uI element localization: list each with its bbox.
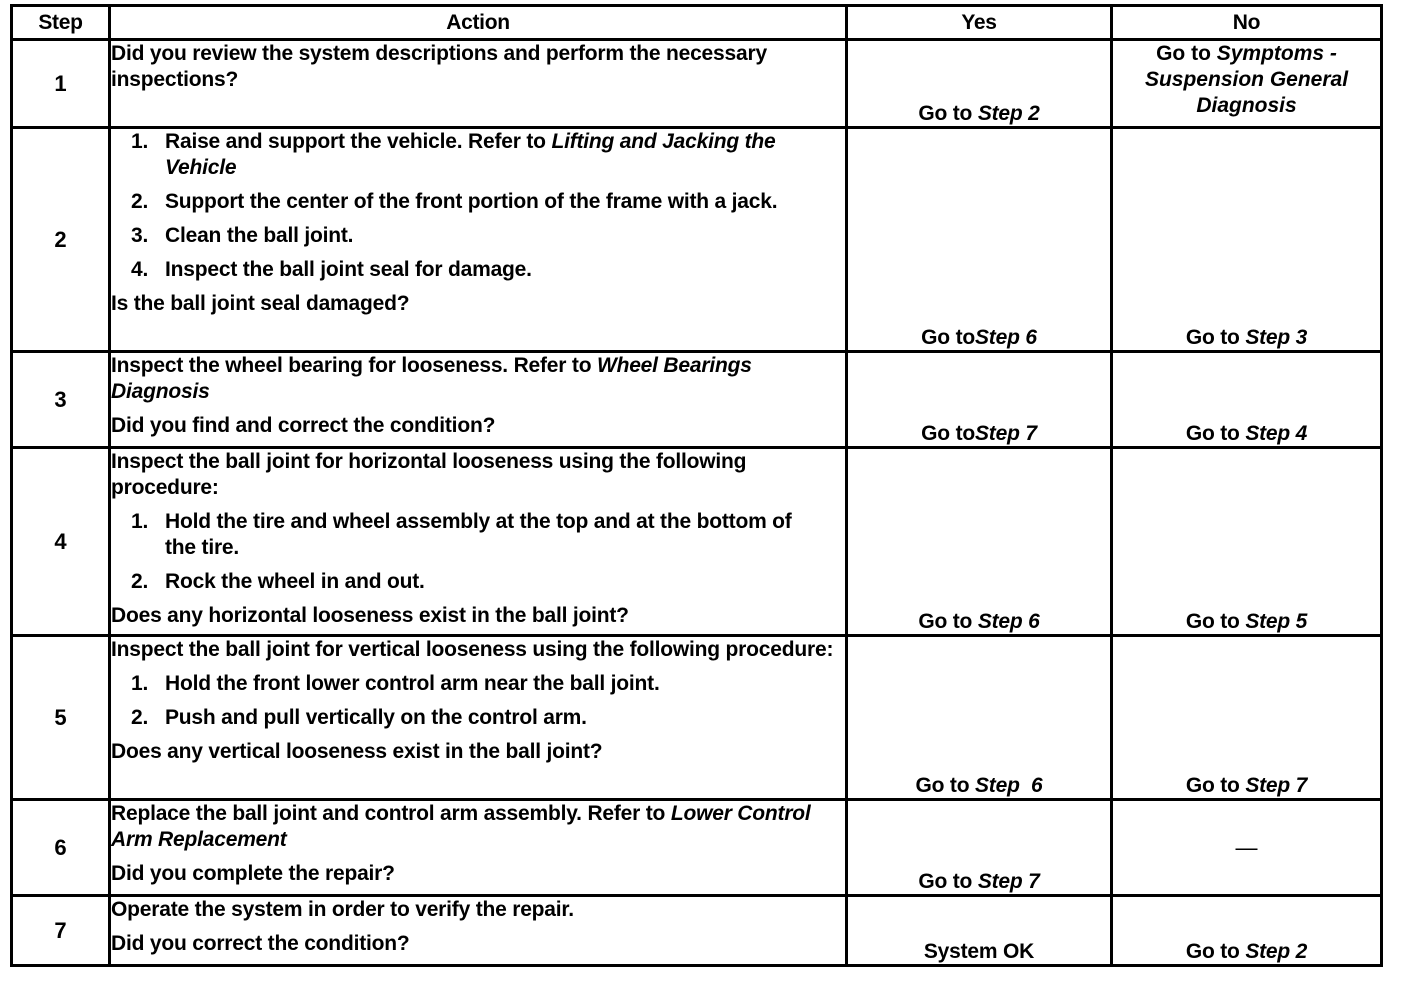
list-item	[111, 509, 845, 561]
yes-cell	[847, 896, 1112, 966]
step-number: 2	[12, 128, 110, 352]
action-cell	[110, 40, 847, 128]
no-step-link[interactable]: Step 7	[1245, 774, 1308, 797]
yes-step-link[interactable]: Step 2	[977, 102, 1040, 125]
procedure-list	[111, 671, 845, 731]
action-cell	[110, 448, 847, 636]
action-question: Does any vertical looseness exist in the ball joint?	[111, 740, 603, 763]
list-item	[111, 189, 845, 215]
item-text: Push and pull vertically on the control arm.	[165, 706, 587, 729]
no-cell	[1112, 448, 1382, 636]
yes-prefix: Go to	[918, 870, 978, 893]
table-row	[12, 448, 1382, 636]
item-text: Clean the ball joint.	[165, 224, 354, 247]
table-row	[12, 352, 1382, 448]
item-text: Hold the front lower control arm near the ball joint.	[165, 672, 660, 695]
step-number: 1	[12, 40, 110, 128]
procedure-list	[111, 509, 845, 595]
list-item	[111, 705, 845, 731]
yes-step-link[interactable]: Step 6	[974, 774, 1043, 797]
action-intro: Operate the system in order to verify the repair.	[111, 898, 574, 921]
no-prefix: Go to	[1156, 42, 1217, 65]
table-row	[12, 896, 1382, 966]
table-row	[12, 40, 1382, 128]
yes-cell	[847, 40, 1112, 128]
yes-cell	[847, 352, 1112, 448]
step-number: 5	[12, 636, 110, 800]
action-question: Did you correct the condition?	[111, 932, 410, 955]
no-cell	[1112, 352, 1382, 448]
yes-prefix: Go to	[921, 422, 975, 445]
yes-prefix: Go to	[918, 102, 978, 125]
yes-step-link[interactable]: Step 7	[977, 870, 1040, 893]
no-step-link[interactable]: Step 5	[1245, 610, 1308, 633]
header-step: Step	[12, 6, 110, 40]
item-text: Rock the wheel in and out.	[165, 570, 425, 593]
no-step-link[interactable]: Step 3	[1245, 326, 1308, 349]
action-cell	[110, 896, 847, 966]
table-row	[12, 800, 1382, 896]
list-item	[111, 257, 845, 283]
header-row	[12, 6, 1382, 40]
no-step-link[interactable]: Step 2	[1245, 940, 1308, 963]
action-intro	[111, 801, 845, 853]
table-row	[12, 128, 1382, 352]
intro-text: Inspect the wheel bearing for looseness. Refer to	[111, 354, 597, 377]
action-cell	[110, 128, 847, 352]
no-prefix: Go to	[1185, 774, 1246, 797]
no-cell	[1112, 40, 1382, 128]
item-number: 1.	[131, 672, 149, 695]
yes-result: System OK	[923, 940, 1035, 963]
item-number: 3.	[131, 224, 149, 247]
yes-prefix: Go to	[915, 774, 975, 797]
list-item	[111, 671, 845, 697]
procedure-list	[111, 129, 845, 283]
action-question: Did you find and correct the condition?	[111, 414, 496, 437]
item-number: 2.	[131, 706, 149, 729]
header-yes: Yes	[847, 6, 1112, 40]
no-prefix: Go to	[1185, 940, 1246, 963]
no-cell	[1112, 896, 1382, 966]
action-intro: Inspect the ball joint for horizontal looseness using the following procedure:	[111, 450, 747, 499]
diagnostic-table	[10, 4, 1383, 967]
no-prefix: Go to	[1185, 610, 1246, 633]
item-number: 2.	[131, 190, 149, 213]
item-text: Support the center of the front portion of the frame with a jack.	[165, 190, 778, 213]
action-intro: Inspect the ball joint for vertical looseness using the following procedure:	[111, 638, 834, 661]
yes-prefix: Go to	[921, 326, 975, 349]
yes-cell	[847, 800, 1112, 896]
item-number: 1.	[131, 510, 149, 533]
header-action: Action	[110, 6, 847, 40]
item-number: 4.	[131, 258, 149, 281]
item-number: 2.	[131, 570, 149, 593]
no-cell	[1112, 636, 1382, 800]
yes-cell	[847, 636, 1112, 800]
action-intro	[111, 353, 845, 405]
yes-cell	[847, 128, 1112, 352]
no-cell	[1112, 128, 1382, 352]
action-cell	[110, 636, 847, 800]
no-prefix: Go to	[1185, 422, 1246, 445]
no-step-link[interactable]: Symptoms - Suspension General Diagnosis	[1144, 42, 1349, 117]
action-cell	[110, 352, 847, 448]
yes-cell	[847, 448, 1112, 636]
yes-step-link[interactable]: Step 6	[975, 326, 1037, 349]
no-cell-dash: —	[1112, 800, 1382, 896]
no-step-link[interactable]: Step 4	[1245, 422, 1308, 445]
step-number: 4	[12, 448, 110, 636]
item-text: Raise and support the vehicle. Refer to	[165, 130, 552, 153]
yes-step-link[interactable]: Step 6	[977, 610, 1040, 633]
list-item	[111, 129, 845, 181]
step-number: 3	[12, 352, 110, 448]
action-question: Did you complete the repair?	[111, 862, 395, 885]
item-text: Inspect the ball joint seal for damage.	[165, 258, 532, 281]
action-question: Is the ball joint seal damaged?	[111, 292, 410, 315]
header-no: No	[1112, 6, 1382, 40]
yes-prefix: Go to	[918, 610, 978, 633]
action-question: Did you review the system descriptions and perform the necessary inspections?	[111, 42, 767, 91]
no-prefix: Go to	[1185, 326, 1246, 349]
action-question: Does any horizontal looseness exist in the ball joint?	[111, 604, 629, 627]
yes-step-link[interactable]: Step 7	[975, 422, 1037, 445]
item-reference-link[interactable]: Lifting and Jacking the Vehicle	[165, 130, 776, 179]
list-item	[111, 569, 845, 595]
intro-text: Replace the ball joint and control arm assembly. Refer to	[111, 802, 671, 825]
intro-reference-link[interactable]: Wheel Bearings Diagnosis	[111, 354, 752, 403]
list-item	[111, 223, 845, 249]
item-text: Hold the tire and wheel assembly at the top and at the bottom of the tire.	[165, 510, 792, 559]
table-row	[12, 636, 1382, 800]
item-number: 1.	[131, 130, 149, 153]
step-number: 7	[12, 896, 110, 966]
step-number: 6	[12, 800, 110, 896]
action-cell	[110, 800, 847, 896]
intro-reference-link[interactable]: Lower Control Arm Replacement	[111, 802, 811, 851]
